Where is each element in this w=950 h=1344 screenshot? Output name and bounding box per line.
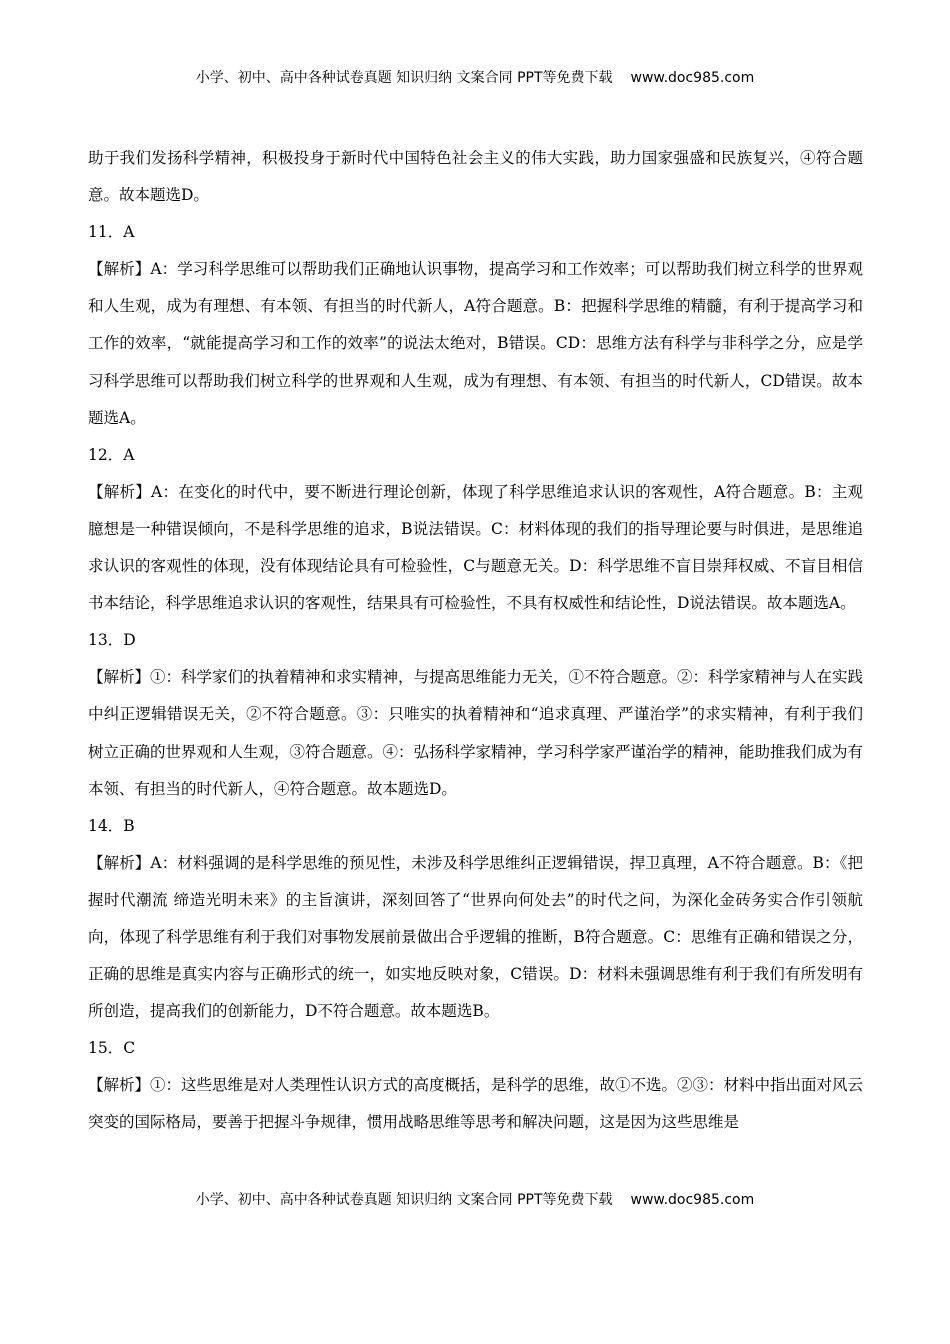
footer-text: 小学、初中、高中各种试卷真题 知识归纳 文案合同 PPT等免费下载 bbox=[195, 1192, 613, 1208]
header-url[interactable]: www.doc985.com bbox=[630, 70, 755, 86]
answer-line: 12．A bbox=[88, 445, 135, 464]
document-body bbox=[88, 140, 863, 1142]
page-header bbox=[0, 68, 950, 88]
header-text: 小学、初中、高中各种试卷真题 知识归纳 文案合同 PPT等免费下载 bbox=[195, 70, 613, 86]
page-footer bbox=[0, 1190, 950, 1210]
paragraph: 【解析】①：科学家们的执着精神和求实精神，与提高思维能力无关，①不符合题意。②：科学家精神与人在实践中纠正逻辑错误无关，②不符合题意。③：只唯实的执着精神和“追求真理、严谨治学”的求实精神，有利于我们树立正确的世界观和人生观，③符合题意。④：弘扬科学家精神，学习科学家严谨治学的精神，能助推我们成为有本领、有担当的时代新人，④符合题意。故本题选D。 bbox=[88, 668, 864, 798]
paragraph: 【解析】A：学习科学思维可以帮助我们正确地认识事物，提高学习和工作效率；可以帮助我们树立科学的世界观和人生观，成为有理想、有本领、有担当的时代新人，A符合题意。B：把握科学思维的精髓，有利于提高学习和工作的效率，“就能提高学习和工作的效率”的说法太绝对，B错误。CD：思维方法有科学与非科学之分，应是学习科学思维可以帮助我们树立科学的世界观和人生观，成为有理想、有本领、有担当的时代新人，CD错误。故本题选A。 bbox=[88, 260, 863, 427]
paragraph: 助于我们发扬科学精神，积极投身于新时代中国特色社会主义的伟大实践，助力国家强盛和民族复兴，④符合题意。故本题选D。 bbox=[88, 149, 863, 205]
answer-line: 13．D bbox=[88, 631, 136, 650]
answer-line: 11．A bbox=[88, 223, 135, 242]
footer-url[interactable]: www.doc985.com bbox=[630, 1192, 755, 1208]
paragraph: 【解析】A：材料强调的是科学思维的预见性，未涉及科学思维纠正逻辑错误，捍卫真理，A不符合题意。B：《把握时代潮流 缔造光明未来》的主旨演讲，深刻回答了“世界向何处去”的时代之问，为深化金砖务实合作引领航向，体现了科学思维有利于我们对事物发展前景做出合乎逻辑的推断，B符合题意。C：思维有正确和错误之分，正确的思维是真实内容与正确形式的统一，如实地反映对象，C错误。D：材料未强调思维有利于我们有所发明有所创造，提高我们的创新能力，D不符合题意。故本题选B。 bbox=[88, 853, 863, 1021]
answer-line: 15．C bbox=[88, 1039, 136, 1058]
paragraph: 【解析】①：这些思维是对人类理性认识方式的高度概括，是科学的思维，故①不选。②③：材料中指出面对风云突变的国际格局，要善于把握斗争规律，惯用战略思维等思考和解决问题，这是因为这些思维是 bbox=[88, 1076, 864, 1132]
paragraph: 【解析】A：在变化的时代中，要不断进行理论创新，体现了科学思维追求认识的客观性，A符合题意。B：主观臆想是一种错误倾向，不是科学思维的追求，B说法错误。C：材料体现的我们的指导理论要与时俱进，是思维追求认识的客观性的体现，没有体现结论具有可检验性，C与题意无关。D：科学思维不盲目崇拜权威、不盲目相信书本结论，科学思维追求认识的客观性，结果具有可检验性，不具有权威性和结论性，D说法错误。故本题选A。 bbox=[88, 482, 863, 613]
answer-line: 14．B bbox=[88, 816, 135, 835]
